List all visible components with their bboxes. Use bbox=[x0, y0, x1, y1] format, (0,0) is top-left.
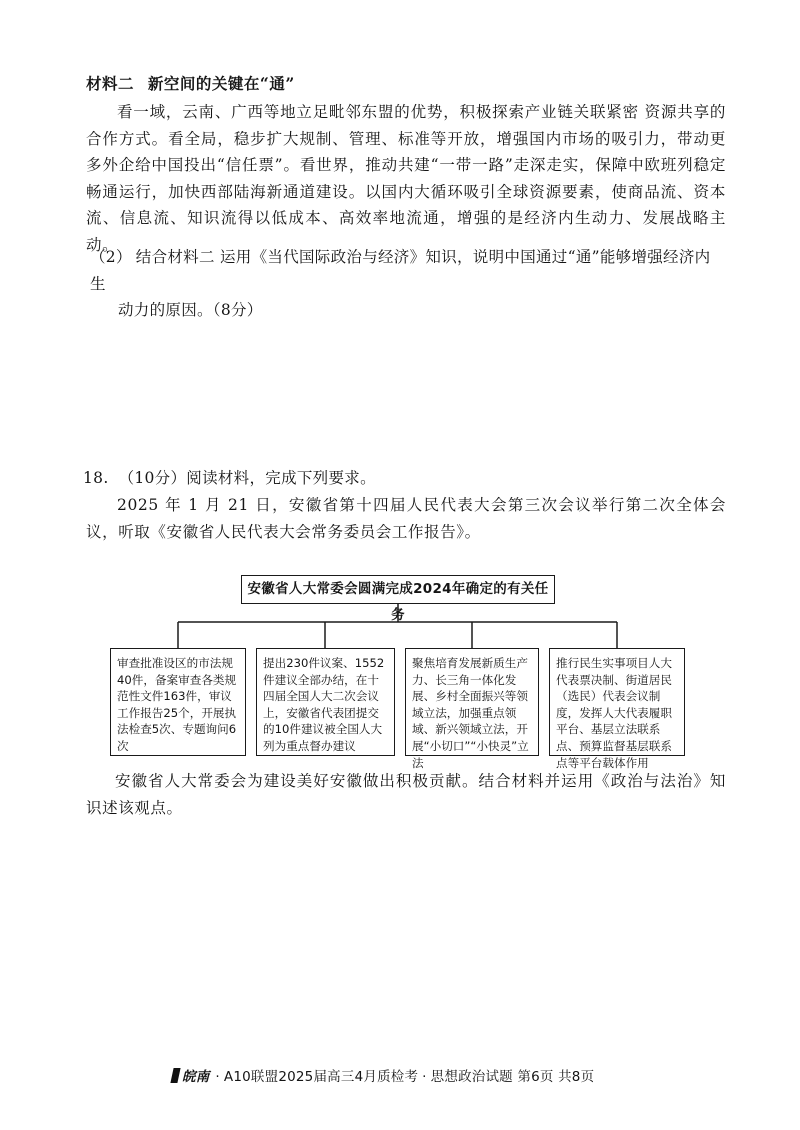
diagram-title: 安徽省人大常委会圆满完成2024年确定的有关任务 bbox=[241, 575, 555, 604]
diagram-box-key-legislation: 聚焦培育发展新质生产力、长三角一体化发展、乡村全面振兴等领域立法，加强重点领域、新兴领域立法，开展“小切口”“小快灵”立法 bbox=[405, 648, 539, 756]
question-2 bbox=[90, 244, 726, 324]
question-18-task: 安徽省人大常委会为建设美好安徽做出积极贡献。结合材料并运用《政治与法治》知识述该观点。 bbox=[86, 772, 726, 817]
footer-subject: 思想政治试题 bbox=[430, 1069, 513, 1085]
footer-exam: A10联盟2025届高三4月质检考 bbox=[223, 1069, 419, 1085]
material2-title: 新空间的关键在“通” bbox=[147, 74, 295, 93]
brand-logo-icon bbox=[170, 1068, 180, 1083]
page-footer: 皖南 · A10联盟2025届高三4月质检考 · 思想政治试题 第6页 共8页 bbox=[172, 1065, 594, 1085]
footer-brand: 皖南 bbox=[182, 1069, 210, 1085]
footer-page: 第6页 bbox=[517, 1069, 554, 1085]
question-2-line2: 动力的原因。（8分） bbox=[118, 301, 263, 319]
material2-heading bbox=[86, 72, 295, 94]
footer-total: 共8页 bbox=[558, 1069, 595, 1085]
question-18-number: 18. bbox=[83, 469, 109, 487]
question-2-number: （2） bbox=[90, 248, 132, 266]
material2-label: 材料二 bbox=[86, 74, 135, 93]
diagram-box-proposals: 提出230件议案、1552件建议全部办结，在十四届全国人大二次会议上，安徽省代表团提交的10件建议被全国人大列为重点督办建议 bbox=[256, 648, 395, 756]
question-2-line1: 结合材料二 运用《当代国际政治与经济》知识，说明中国通过“通”能够增强经济内生 bbox=[90, 248, 711, 293]
diagram-box-legislation-review: 审查批准设区的市法规40件，备案审查各类规范性文件163件，审议工作报告25个，开展执法检查5次、专题询问6次 bbox=[110, 648, 246, 756]
diagram-box-deputy-platforms: 推行民生实事项目人大代表票决制、街道居民（选民）代表会议制度，发挥人大代表履职平台、基层立法联系点、预算监督基层联系点等平台载体作用 bbox=[549, 648, 685, 756]
question-18-header bbox=[83, 466, 376, 488]
question-18-intro: 2025 年 1 月 21 日，安徽省第十四届人民代表大会第三次会议举行第二次全体会议，听取《安徽省人民代表大会常务委员会工作报告》。 bbox=[86, 496, 726, 541]
material2-paragraph: 看一域，云南、广西等地立足毗邻东盟的优势，积极探索产业链关联紧密 资源共享的合作方式。看全局，稳步扩大规制、管理、标准等开放，增强国内市场的吸引力，带动更多外企给中国投出“信任票”。看世界，推动共建“一带一路”走深走实，保障中欧班列稳定畅通运行，加快西部陆海新通道建设。以国内大循环吸引全球资源要素，使商品流、资本流、信息流、知识流得以低成本、高效率地流通，增强的是经济内生动力、发展战略主动。 bbox=[86, 103, 726, 254]
question-18-prompt: （10分）阅读材料，完成下列要求。 bbox=[118, 469, 376, 487]
